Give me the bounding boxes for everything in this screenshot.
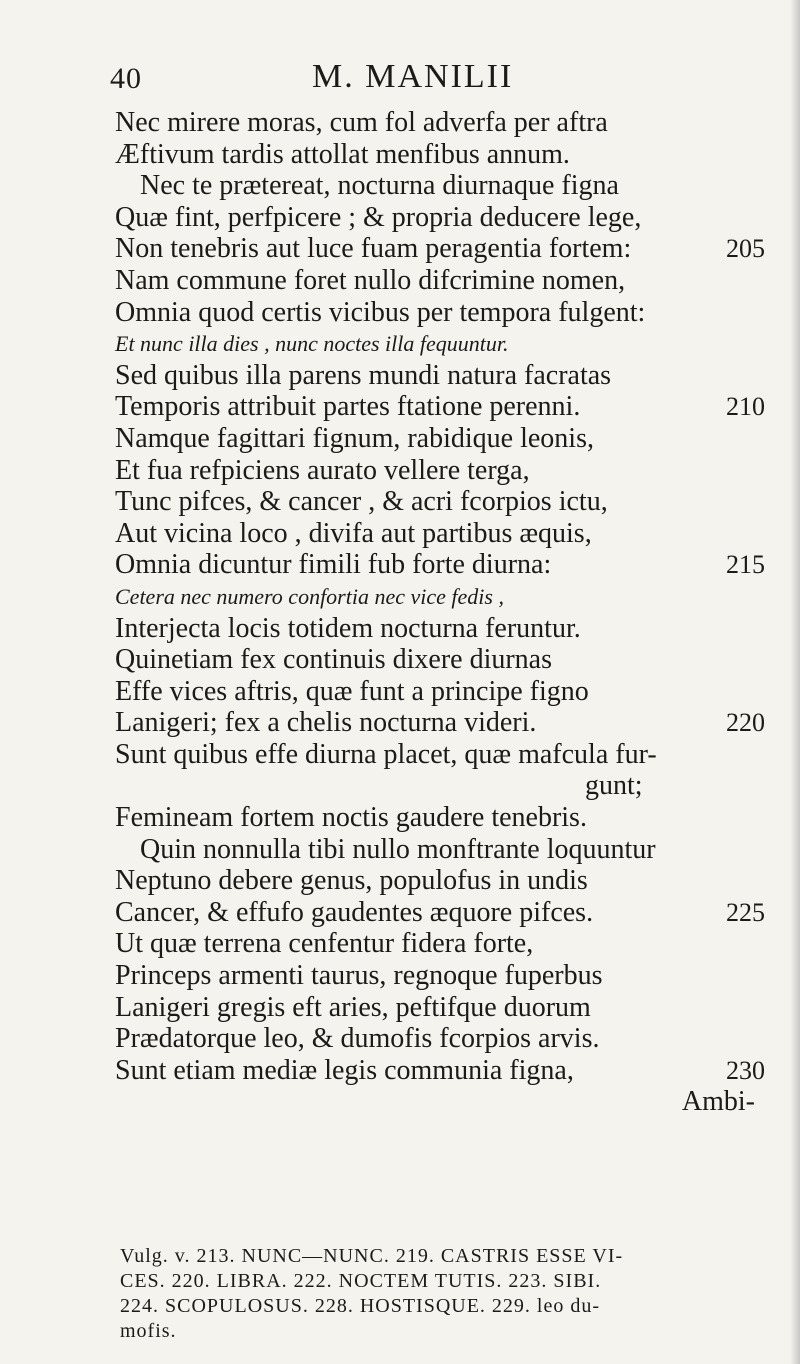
verse-line [115, 455, 785, 487]
line-number: 215 [726, 550, 765, 580]
verse-text: Et nunc illa dies , nunc noctes illa fequuntur. [115, 331, 509, 357]
verse-line [115, 391, 785, 423]
page-edge-shadow [790, 0, 800, 1364]
verse-text: Femineam fortem noctis gaudere tenebris. [115, 802, 587, 834]
verse-line [115, 865, 785, 897]
verse-text: Omnia quod certis vicibus per tempora fulgent: [115, 296, 646, 328]
verse-line [115, 1023, 785, 1055]
verse-text: Et fua refpiciens aurato vellere terga, [115, 454, 530, 486]
verse-text: Nec mirere moras, cum fol adverfa per aftra [115, 107, 608, 138]
verse-line [115, 549, 785, 581]
verse-text: Cetera nec numero confortia nec vice fedis , [115, 583, 504, 609]
page-number: 40 [110, 62, 142, 95]
verse-line [115, 518, 785, 550]
verse-line [115, 613, 785, 645]
verse-text: Sed quibus illa parens mundi natura facratas [115, 359, 612, 391]
verse-text: Neptuno debere genus, populofus in undis [115, 865, 588, 897]
verse-text: Lanigeri; fex a chelis nocturna videri. [115, 707, 537, 739]
verse-text: Non tenebris aut luce fuam peragentia fortem: [115, 233, 632, 265]
verse-line [115, 739, 785, 771]
verse-line [115, 265, 785, 297]
verse-line [115, 423, 785, 455]
verse-text: Lanigeri gregis eft aries, peftifque duorum [115, 991, 591, 1023]
note-line: mofis. [120, 1320, 177, 1342]
verse-text: Prædatorque leo, & dumofis fcorpios arvis. [115, 1023, 600, 1055]
verse-line [115, 1055, 785, 1087]
verse-line [115, 360, 785, 392]
verse-text: Quin nonnulla tibi nullo monftrante loquuntur [140, 833, 656, 865]
verse-line [115, 233, 785, 265]
catchword-line [115, 1086, 785, 1118]
verse-text: Sunt etiam mediæ legis communia figna, [115, 1054, 574, 1086]
verse-text: Aut vicina loco , divifa aut partibus æquis, [115, 517, 592, 549]
verse-text: Nam commune foret nullo difcrimine nomen, [115, 264, 626, 296]
verse-text: Tunc pifces, & cancer , & acri fcorpios ictu, [115, 486, 608, 518]
verse-line [115, 897, 785, 929]
verse-text: Omnia dicuntur fimili fub forte diurna: [115, 549, 552, 581]
line-number: 225 [726, 897, 765, 927]
verse-line [115, 644, 785, 676]
verse-text: Cancer, & effufo gaudentes æquore pifces. [115, 896, 594, 928]
verse-line [115, 802, 785, 834]
verse-line [115, 676, 785, 708]
verse-line [115, 107, 785, 139]
line-number: 210 [726, 392, 765, 422]
line-number: 220 [726, 708, 765, 738]
verse-text: Æftivum tardis attollat menfibus annum. [115, 138, 570, 170]
verse-line [115, 928, 785, 960]
verse-line [115, 770, 785, 802]
running-title: M. MANILII [312, 58, 514, 95]
verse-line [115, 960, 785, 992]
verse-text: Namque fagittari fignum, rabidique leonis, [115, 422, 594, 454]
verse-block [115, 107, 785, 1118]
verse-line [115, 328, 785, 360]
verse-text: Temporis attribuit partes ftatione perenni. [115, 391, 581, 423]
catchword: Ambi- [681, 1086, 755, 1118]
verse-text: Effe vices aftris, quæ funt a principe figno [115, 675, 589, 707]
verse-text: Nec te prætereat, nocturna diurnaque figna [140, 170, 619, 202]
verse-line [115, 834, 785, 866]
verse-line [115, 707, 785, 739]
variant-readings-notes [120, 1244, 775, 1344]
note-line: Vulg. v. 213. NUNC—NUNC. 219. CASTRIS ESSE VI- [120, 1245, 624, 1267]
verse-text: Ut quæ terrena cenfentur fidera forte, [115, 928, 534, 960]
verse-text: Quinetiam fex continuis dixere diurnas [115, 644, 552, 676]
verse-text: gunt; [585, 770, 643, 802]
page-header [0, 58, 800, 98]
verse-text: Interjecta locis totidem nocturna feruntur. [115, 612, 581, 644]
verse-line [115, 139, 785, 171]
note-line: 224. SCOPULOSUS. 228. HOSTISQUE. 229. leo du- [120, 1295, 601, 1317]
verse-line [115, 581, 785, 613]
verse-line [115, 170, 785, 202]
verse-line [115, 202, 785, 234]
line-number: 230 [726, 1055, 765, 1085]
verse-line [115, 486, 785, 518]
verse-line [115, 992, 785, 1024]
verse-line [115, 297, 785, 329]
verse-text: Princeps armenti taurus, regnoque fuperbus [115, 960, 603, 992]
note-line: CES. 220. LIBRA. 222. NOCTEM TUTIS. 223. SIBI. [120, 1270, 602, 1292]
line-number: 205 [726, 234, 765, 264]
verse-text: Sunt quibus effe diurna placet, quæ mafcula fur- [115, 738, 657, 770]
verse-text: Quæ fint, perfpicere ; & propria deducere lege, [115, 201, 642, 233]
